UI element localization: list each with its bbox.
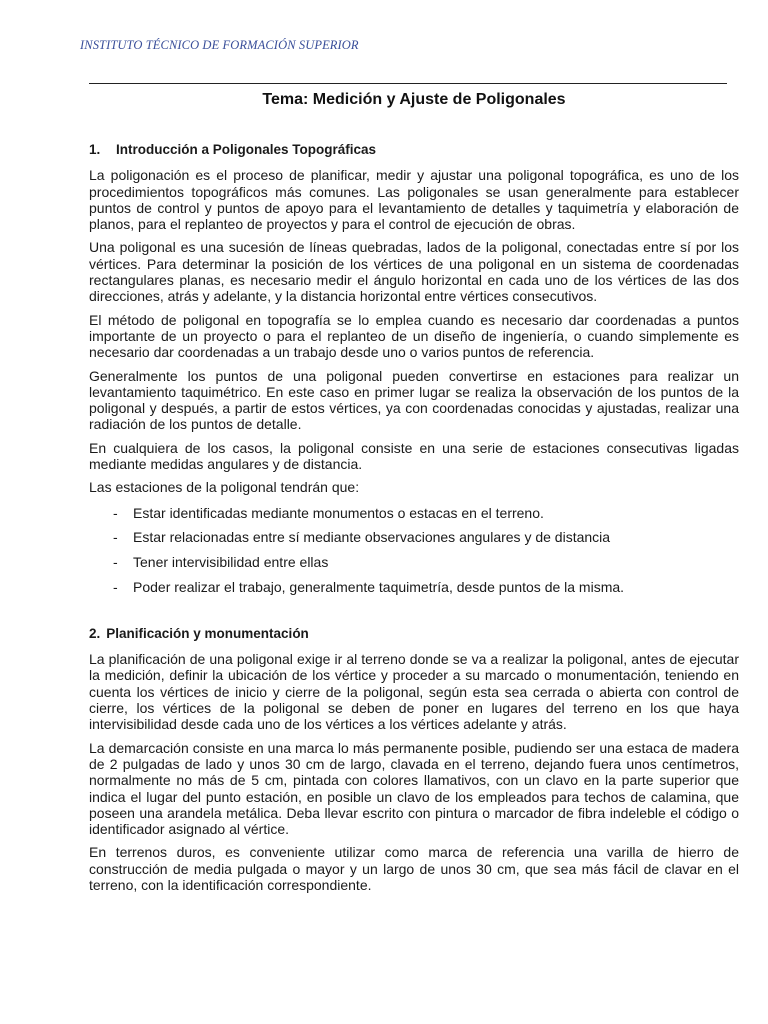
header-divider	[89, 83, 727, 84]
list-item-text: Tener intervisibilidad entre ellas	[133, 554, 329, 571]
list-item-text: Estar relacionadas entre sí mediante observaciones angulares y de distancia	[133, 529, 611, 546]
paragraph: Las estaciones de la poligonal tendrán que:	[89, 479, 360, 496]
paragraph: El método de poligonal en topografía se lo emplea cuando es necesario dar coordenadas a puntos importante de un proyecto o para el replanteo de un diseño de ingeniería, o cuando simplemente es necesario dar coordenadas a un trabajo desde uno o varios puntos de referencia.	[89, 311, 739, 361]
section-number: 2.	[89, 625, 101, 641]
section-heading	[89, 142, 739, 158]
list-item-text: Poder realizar el trabajo, generalmente taquimetría, desde puntos de la misma.	[133, 579, 625, 596]
section-number: 1.	[89, 142, 101, 157]
paragraph: La demarcación consiste en una marca lo más permanente posible, pudiendo ser una estaca de madera de 2 pulgadas de lado y unos 30 cm de largo, clavada en el terreno, dejando fuera unos centímetros, normalmente no más de 5 cm, pintada con colores llamativos, con un clavo en la parte superior que indica el lugar del punto estación, en posible un clavo de los empleados para techos de calamina, que poseen una arandela metálica. Deba llevar escrito con pintura o marcador de fibra indeleble el código o identificador asignado al vértice.	[89, 739, 739, 838]
paragraph: La planificación de una poligonal exige ir al terreno donde se va a realizar la poligonal, antes de ejecutar la medición, definir la ubicación de los vértice y proceder a su marcado o monumentación, teniendo en cuenta los vértices de inicio y cierre de la poligonal, según esta sea cerrada o abierta con control de cierre, los vértices de la poligonal se deben de poner en lugares del terreno en los que haya intervisibilidad desde cada uno de los vértices a los vértices adelante y atrás.	[89, 651, 739, 733]
list-item	[89, 505, 739, 521]
paragraph: En cualquiera de los casos, la poligonal consiste en una serie de estaciones consecutivas ligadas mediante medidas angulares y de distancia.	[89, 439, 739, 473]
paragraph: Generalmente los puntos de una poligonal pueden convertirse en estaciones para realizar un levantamiento taquimétrico. En este caso en primer lugar se realiza la observación de los puntos de la poligonal y después, a partir de estos vértices, ya con coordenadas conocidas y ajustadas, realizar una radiación de los puntos de detalle.	[89, 367, 739, 433]
list-bullet: -	[113, 529, 118, 546]
institute-header: INSTITUTO TÉCNICO DE FORMACIÓN SUPERIOR	[80, 38, 359, 52]
section-title: Introducción a Poligonales Topográficas	[116, 142, 377, 157]
list-bullet: -	[113, 579, 118, 596]
list-item	[89, 529, 739, 545]
section-title: Planificación y monumentación	[106, 625, 309, 641]
document-title: Tema: Medición y Ajuste de Poligonales	[262, 91, 566, 108]
list-bullet: -	[113, 554, 118, 571]
paragraph: La poligonación es el proceso de planificar, medir y ajustar una poligonal topográfica, es uno de los procedimientos topográficos más comunes. Las poligonales se usan generalmente para establecer puntos de control y puntos de apoyo para el levantamiento de detalles y taquimetría y elaboración de planos, para el replanteo de proyectos y para el control de ejecución de obras.	[89, 167, 739, 233]
list-item	[89, 554, 739, 570]
list-bullet: -	[113, 504, 118, 521]
list-item-text: Estar identificadas mediante monumentos o estacas en el terreno.	[133, 504, 544, 521]
document-body	[89, 142, 739, 900]
paragraph: Una poligonal es una sucesión de líneas quebradas, lados de la poligonal, conectadas entre sí por los vértices. Para determinar la posición de los vértices de una poligonal en un sistema de coordenadas rectangulares planas, es necesario medir el ángulo horizontal en cada uno de los vértices de las dos direcciones, atrás y adelante, y la distancia horizontal entre vértices consecutivos.	[89, 239, 739, 305]
list-item	[89, 579, 739, 595]
paragraph: En terrenos duros, es conveniente utilizar como marca de referencia una varilla de hierro de construcción de media pulgada o mayor y un largo de unos 30 cm, que sea más fácil de clavar en el terreno, con la identificación correspondiente.	[89, 844, 739, 893]
requirements-list	[89, 505, 739, 596]
section-heading	[89, 626, 739, 642]
